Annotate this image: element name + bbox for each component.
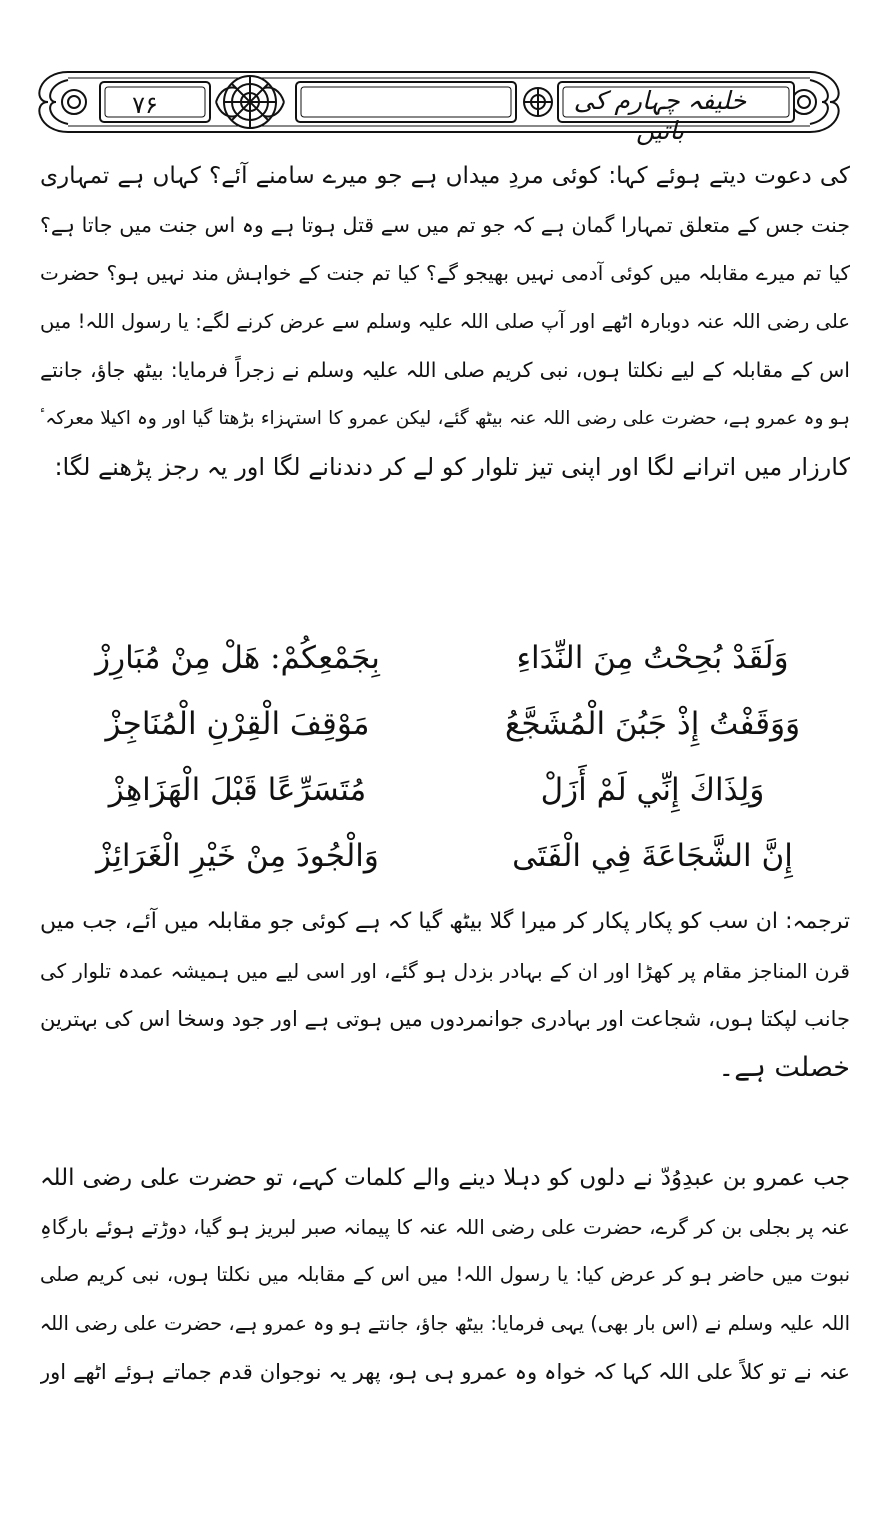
poem-hemistich-second: وَالْجُودَ مِنْ خَيْرِ الْغَرَائِزْ [96,838,379,874]
poem-hemistich-second: مُتَسَرِّعًا قَبْلَ الْهَزَاهِزْ [108,772,367,808]
poem-verse [60,826,830,892]
poem-verses [60,628,830,892]
text-line: خصلت ہے۔ [718,1051,850,1083]
poem-verse [60,628,830,694]
text-line: کارزار میں اترانے لگا اور اپنی تیز تلوار کو لے کر دندنانے لگا اور یہ رجز پڑھنے لگا: [54,453,850,481]
text-line: قرن المناجز مقام پر کھڑا اور ان کے بہادر بزدل ہو گئے، اور اسی لیے میں ہمیشہ عمدہ تلوار کی [40,958,850,983]
text-line: عنہ نے تو کلاً علی اللہ کہا کہ خواہ وہ عمرو ہی ہو، پھر یہ نوجوان قدم جماتے ہوئے اٹھے اور [40,1360,850,1384]
text-line: کیا تم میرے مقابلہ میں کوئی آدمی نہیں بھیجو گے؟ کیا تم جنت کے خواہش مند نہیں ہو؟ حضرت [40,261,850,285]
poem-hemistich-first: إِنَّ الشَّجَاعَةَ فِي الْفَتَى [512,838,793,874]
poem-hemistich-second: مَوْقِفَ الْقِرْنِ الْمُنَاجِزْ [105,706,370,742]
text-line: جنت جس کے متعلق تمہارا گمان ہے کہ جو تم میں سے قتل ہوتا ہے وہ اس جنت میں جاتا ہے؟ [40,212,850,237]
text-line: نبوت میں حاضر ہو کر عرض کیا: یا رسول اللہ! میں اس کے مقابلہ میں نکلتا ہوں، نبی کریم صلی [40,1263,850,1286]
text-line: جب عمرو بن عبدِوُدّ نے دلوں کو دہلا دینے والے کلمات کہے، تو حضرت علی رضی اللہ [40,1165,850,1191]
poem-hemistich-first: وَوَقَفْتُ إِذْ جَبُنَ الْمُشَجَّعُ [504,706,801,742]
poem-hemistich-second: بِجَمْعِكُمْ: هَلْ مِنْ مُبَارِزْ [95,640,380,676]
page-number: ۷۶ [132,91,158,119]
text-line: کی دعوت دیتے ہوئے کہا: کوئی مردِ میداں ہے جو میرے سامنے آئے؟ کہاں ہے تمہاری [40,163,850,189]
poem-verse [60,760,830,826]
text-line: ہو وہ عمرو ہے، حضرت علی رضی اللہ عنہ بیٹھ گئے، لیکن عمرو کا استہزاء بڑھتا گیا اور وہ اکیلا معرکہٴ [40,407,850,429]
book-title: خلیفہ چہارم کی باتیں [573,86,747,145]
text-line: علی رضی اللہ عنہ دوبارہ اٹھے اور آپ صلی اللہ علیہ وسلم سے عرض کرنے لگے: یا رسول اللہ! میں [40,309,850,333]
poem-hemistich-first: وَلِذَاكَ إِنِّي لَمْ أَزَلْ [540,772,765,808]
text-line: عنہ پر بجلی بن کر گرے، حضرت علی رضی اللہ عنہ کا پیمانہ صبر لبریز ہو گیا، دوڑتے ہوئے بارگاہِ [40,1214,850,1239]
paragraph-1 [40,152,850,492]
poem-hemistich-first: وَلَقَدْ بُحِحْتُ مِنَ النِّدَاءِ [516,640,789,676]
text-line: اس کے مقابلہ کے لیے نکلتا ہوں، نبی کریم صلی اللہ علیہ وسلم نے زجراً فرمایا: بیٹھ جاؤ، جانتے [40,358,850,382]
poem-verse [60,694,830,760]
paragraph-3 [40,1154,850,1397]
text-line: ترجمہ: ان سب کو پکار پکار کر میرا گلا بیٹھ گیا کہ ہے کوئی جو مقابلہ میں آئے، جب میں [40,909,850,934]
paragraph-translation [40,898,850,1092]
text-line: اللہ علیہ وسلم نے (اس بار بھی) یہی فرمایا: بیٹھ جاؤ، جانتے ہو وہ عمرو ہے، حضرت علی رضی اللہ [40,1311,850,1335]
text-line: جانب لپکتا ہوں، شجاعت اور بہادری جوانمردوں میں ہوتی ہے اور جود وسخا اس کی بہترین [40,1007,850,1031]
